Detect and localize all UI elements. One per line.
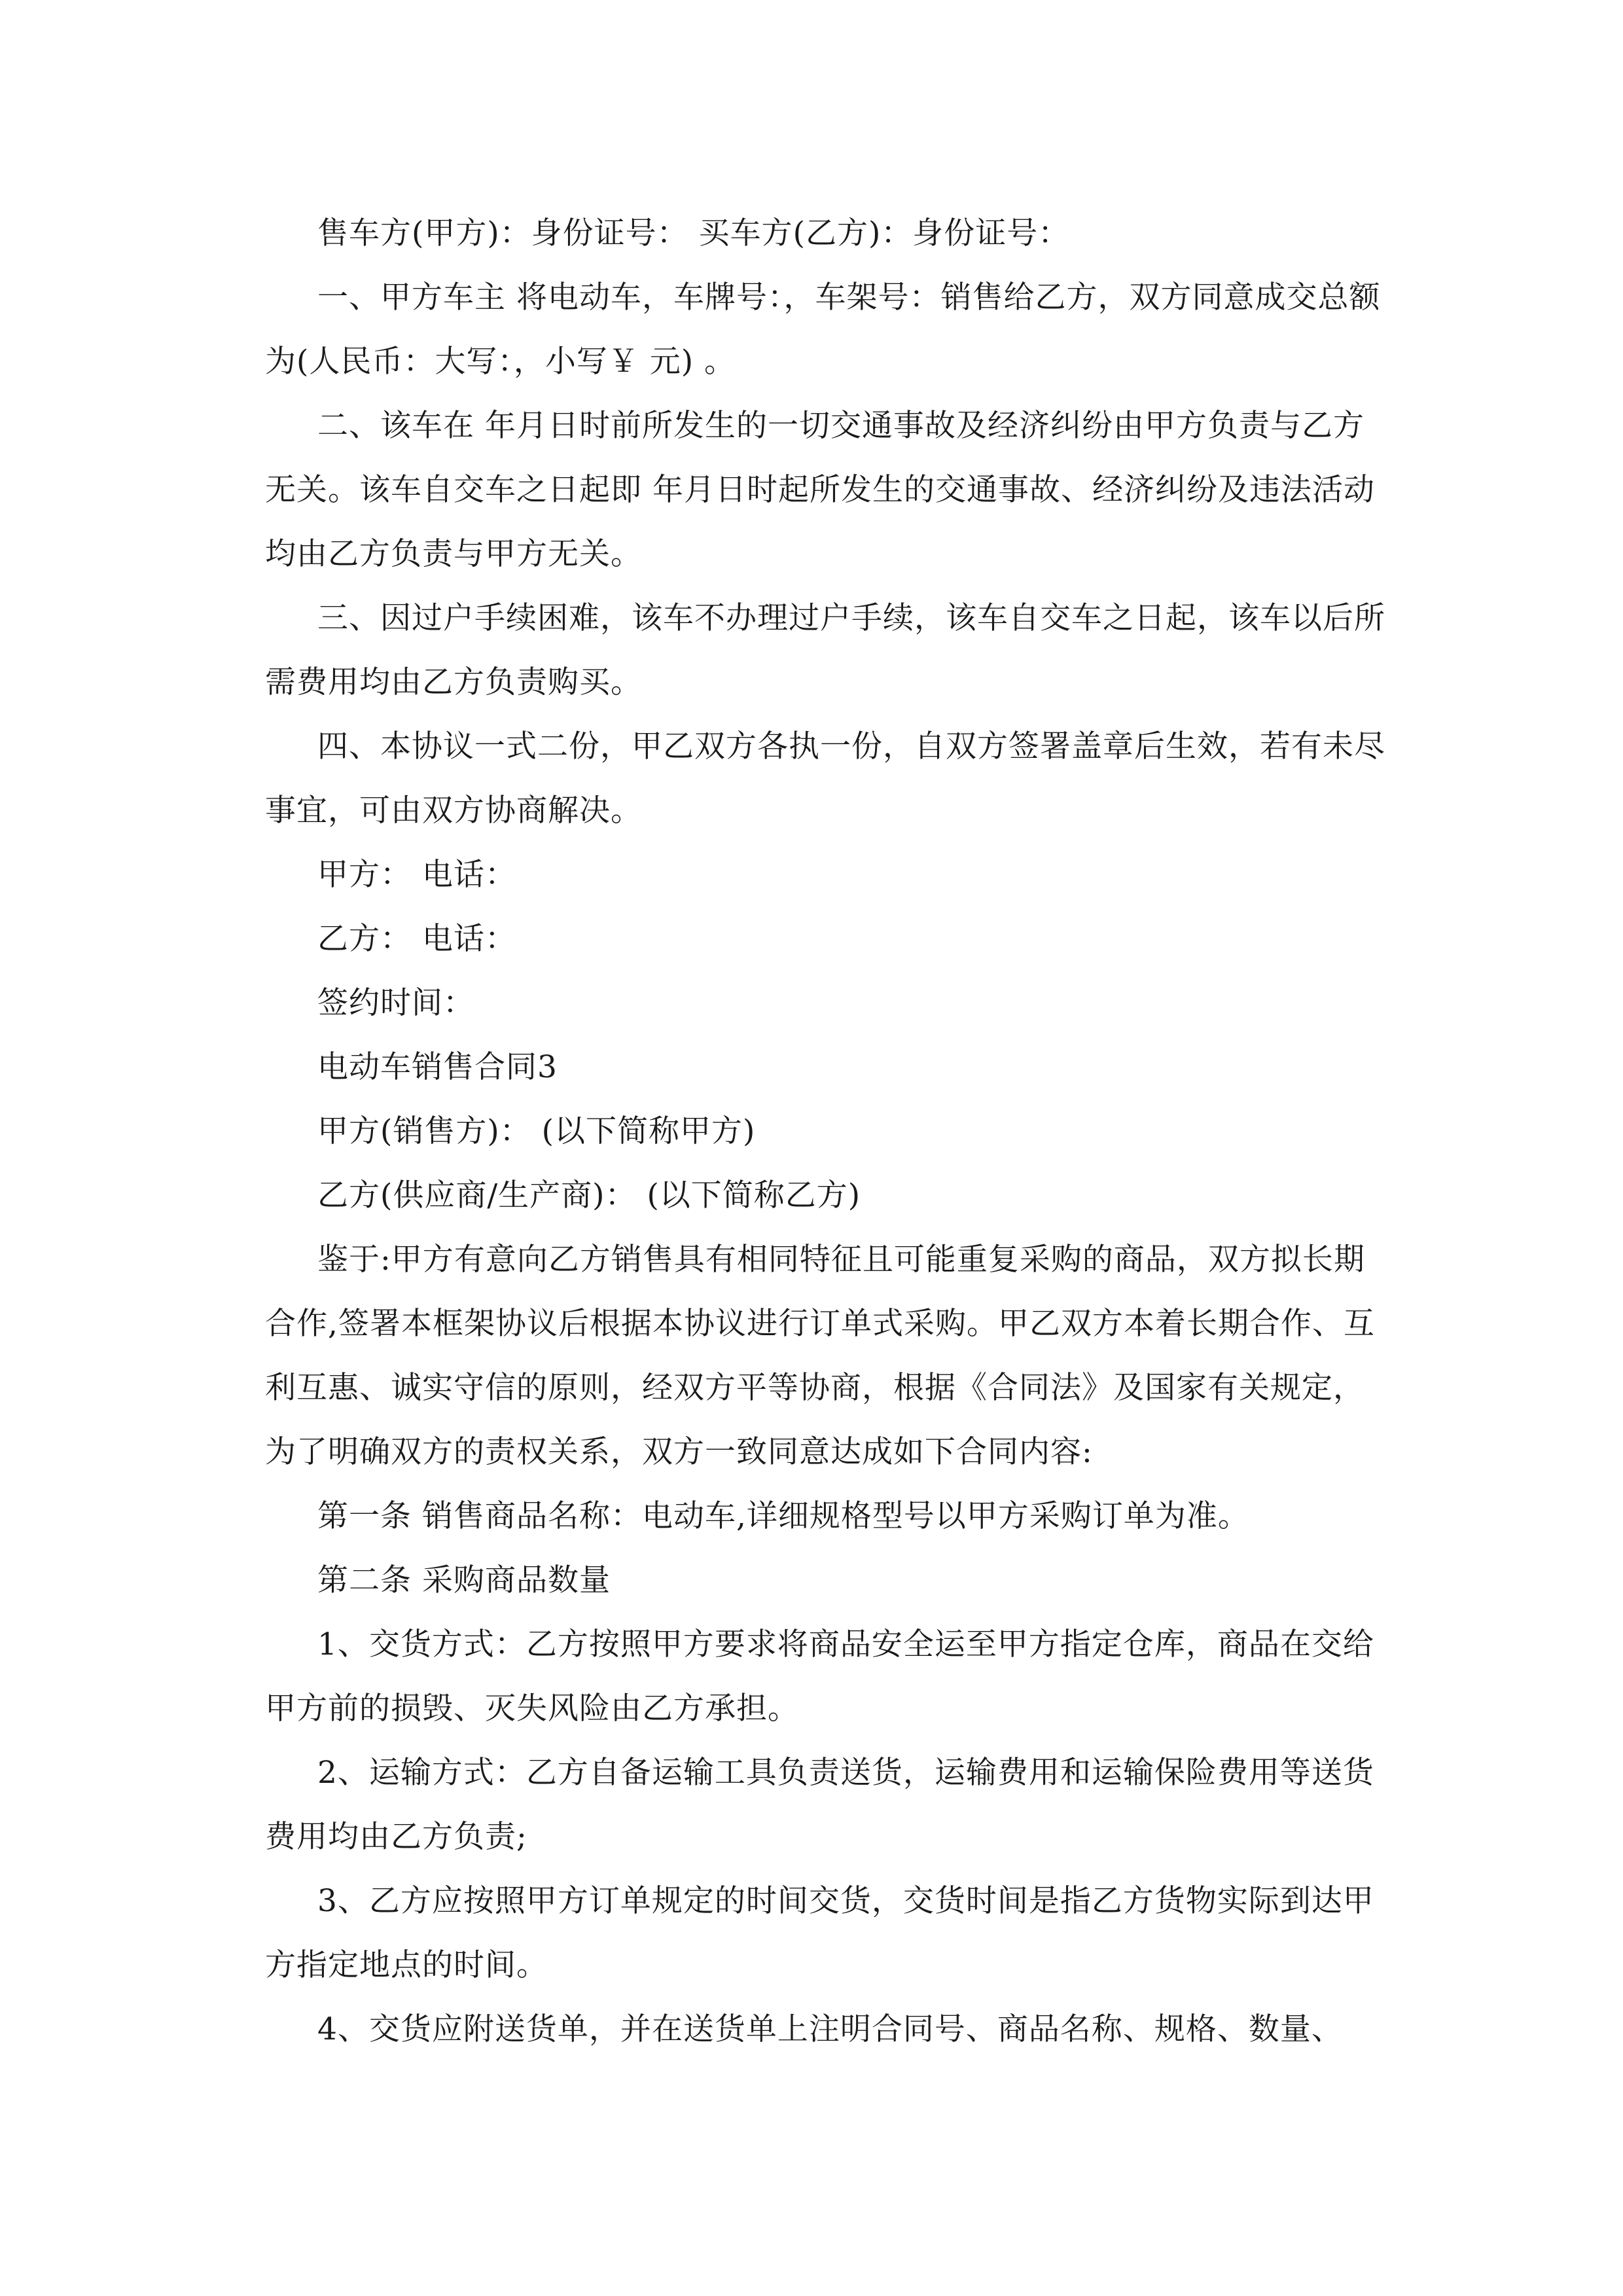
article-2-item-1: 1、交货方式：乙方按照甲方要求将商品安全运至甲方指定仓库，商品在交给甲方前的损毁、灭失风险由乙方承担。 — [265, 1626, 1374, 1727]
paragraph-clause-2: 二、该车在 年月日时前所发生的一切交通事故及经济纠纷由甲方负责与乙方无关。该车自交车之日起即 年月日时起所发生的交通事故、经济纠纷及违法活动均由乙方负责与甲方无关。 — [265, 408, 1375, 572]
party-b-supplier-line: 乙方(供应商/生产商)： (以下简称乙方) — [317, 1177, 861, 1213]
article-2: 第二条 采购商品数量 — [317, 1562, 611, 1598]
article-2-item-3: 3、乙方应按照甲方订单规定的时间交货，交货时间是指乙方货物实际到达甲方指定地点的时间。 — [265, 1883, 1374, 1983]
paragraph-preamble: 鉴于:甲方有意向乙方销售具有相同特征且可能重复采购的商品，双方拟长期合作,签署本框架协议后根据本协议进行订单式采购。甲乙双方本着长期合作、互利互惠、诚实守信的原则，经双方平等协商，根据《合同法》及国家有关规定，为了明确双方的责权关系，双方一致同意达成如下合同内容: — [265, 1242, 1375, 1470]
signing-date-line: 签约时间： — [317, 985, 474, 1021]
paragraph-clause-1: 一、甲方车主 将电动车，车牌号：，车架号：销售给乙方，双方同意成交总额为(人民币：大写：，小写￥ 元) 。 — [265, 279, 1381, 380]
party-b-phone-line: 乙方： 电话： — [317, 921, 516, 957]
paragraph-clause-3: 三、因过户手续困难，该车不办理过户手续，该车自交车之日起，该车以后所需费用均由乙方负责购买。 — [265, 600, 1385, 700]
article-2-item-4: 4、交货应附送货单，并在送货单上注明合同号、商品名称、规格、数量、 — [317, 2011, 1343, 2047]
contract-heading: 电动车销售合同3 — [317, 1049, 558, 1085]
paragraph-clause-4: 四、本协议一式二份，甲乙双方各执一份，自双方签署盖章后生效，若有未尽事宜，可由双方协商解决。 — [265, 728, 1385, 829]
article-2-item-2: 2、运输方式：乙方自备运输工具负责送货，运输费用和运输保险费用等送货费用均由乙方负责; — [265, 1755, 1374, 1855]
party-a-seller-line: 甲方(销售方)： (以下简称甲方) — [317, 1113, 756, 1149]
article-1: 第一条 销售商品名称：电动车,详细规格型号以甲方采购订单为准。 — [317, 1498, 1249, 1534]
paragraph-seller-buyer-ids: 售车方(甲方)：身份证号： 买车方(乙方)：身份证号： — [317, 215, 1070, 251]
document-body — [265, 202, 1387, 2062]
party-a-phone-line: 甲方： 电话： — [317, 857, 516, 893]
